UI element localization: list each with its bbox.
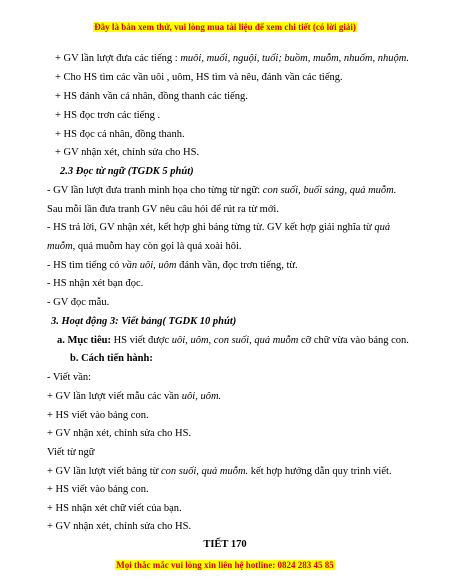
text-line: + GV nhận xét, chỉnh sửa cho HS.	[47, 521, 192, 532]
preview-banner-text: Đây là bản xem thử, vui lòng mua tài liệu để xem chi tiết (có lời giải)	[94, 22, 356, 32]
text-line: + HS đọc trơn các tiếng .	[55, 110, 161, 121]
text-line	[47, 221, 390, 234]
italic-span: uôi, uôm.	[181, 391, 222, 402]
text-line	[47, 390, 221, 403]
text-line: - HS nhận xét bạn đọc.	[47, 278, 144, 289]
text-span: - HS trả lời, GV nhận xét, kết hợp ghi bảng từng từ. GV kết hợp giải nghĩa từ	[47, 222, 375, 233]
hotline-banner	[0, 560, 450, 570]
text-line: - GV đọc mẫu.	[47, 297, 110, 308]
bold-span: a. Mục tiêu:	[57, 335, 114, 346]
text-span: kết hợp hướng dẫn quy trình viết.	[248, 466, 392, 477]
text-line: + GV nhận xét, chỉnh sửa cho HS.	[47, 428, 192, 439]
italic-span: quả	[374, 222, 391, 233]
preview-banner	[0, 22, 450, 32]
text-span: , quả muỗm hay còn gọi là quả xoài hôi.	[72, 241, 242, 252]
text-line	[57, 334, 409, 347]
text-span: đánh vần, đọc trơn tiếng, từ.	[176, 260, 298, 271]
text-span: cỡ chữ vừa vào bảng con.	[298, 335, 409, 346]
text-line: + HS viết vào bảng con.	[47, 410, 149, 421]
hotline-banner-text: Mọi thắc mắc vui lòng xin liên hệ hotline: 0824 283 45 85	[116, 560, 334, 570]
italic-span: muỗm	[47, 241, 73, 252]
text-line	[47, 259, 298, 272]
text-span: + GV lần lượt viết bảng từ	[47, 466, 161, 477]
text-line: + Cho HS tìm các vần uôi , uôm, HS tìm và nêu, đánh vần các tiếng.	[55, 72, 343, 83]
text-span: + GV lần lượt đưa các tiếng :	[55, 53, 181, 64]
section-heading: 3. Hoạt động 3: Viết bảng( TGDK 10 phút)	[51, 316, 237, 327]
section-heading: 2.3 Đọc từ ngữ (TGDK 5 phút)	[60, 166, 194, 177]
text-line: Viết từ ngữ	[47, 447, 95, 458]
text-span: + GV lần lượt viết mẫu các vần	[47, 391, 182, 402]
text-span: HS viết được	[113, 335, 172, 346]
text-span: - GV lần lượt đưa tranh minh họa cho từng từ ngữ:	[47, 185, 263, 196]
text-line: Sau mỗi lần đưa tranh GV nêu câu hỏi để rút ra từ mới.	[47, 204, 279, 215]
italic-span: con suối, buổi sáng, quả muỗm.	[262, 185, 397, 196]
text-line	[47, 465, 392, 478]
italic-span: vần uôi, uôm	[121, 260, 177, 271]
text-line: + HS đánh vần cá nhân, đồng thanh các tiếng.	[55, 91, 248, 102]
italic-span: muôi, muối, nguội, tuổi; buồm, muỗm, nhuốm, nhuộm.	[180, 53, 409, 64]
text-line	[47, 240, 242, 253]
text-line: + HS đọc cá nhân, đồng thanh.	[55, 129, 185, 140]
text-line: + HS viết vào bảng con.	[47, 484, 149, 495]
text-line	[55, 52, 409, 65]
text-span: - HS tìm tiếng có	[47, 260, 122, 271]
text-line: + GV nhận xét, chỉnh sửa cho HS.	[55, 147, 200, 158]
text-line	[47, 184, 396, 197]
italic-span: uôi, uôm, con suối, quả muỗm	[171, 335, 299, 346]
section-heading: b. Cách tiến hành:	[70, 353, 153, 364]
italic-span: con suối, quả muỗm.	[160, 466, 249, 477]
text-line: + HS nhận xét chữ viết của bạn.	[47, 503, 182, 514]
text-line: - Viết vần:	[47, 372, 92, 383]
lesson-title: TIẾT 170	[203, 539, 247, 550]
